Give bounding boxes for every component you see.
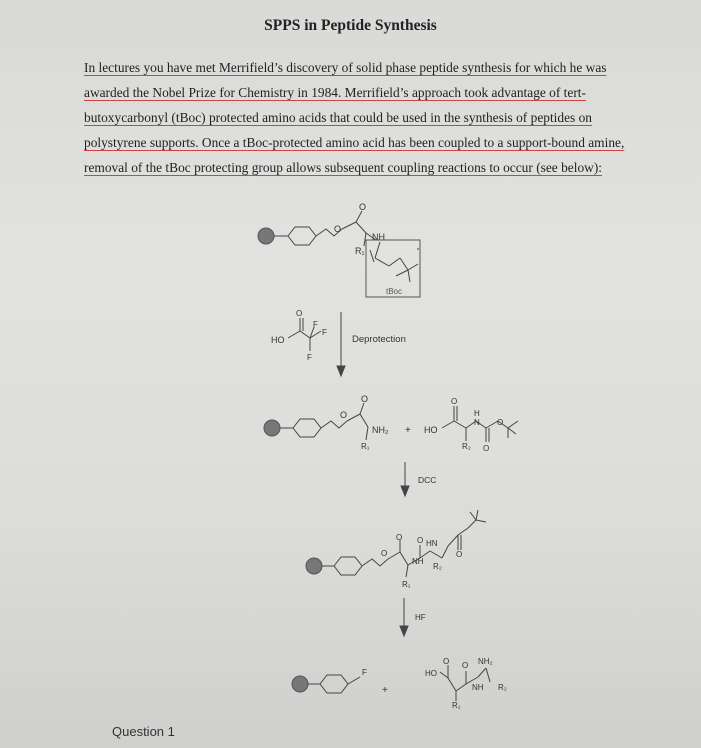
- r2-label: R₂: [433, 562, 442, 571]
- benzene-ring-icon: [334, 557, 362, 575]
- resin-dipeptide-structure: [306, 510, 486, 577]
- boc-amino-acid-structure: [442, 406, 518, 442]
- o-label: O: [451, 397, 458, 406]
- resin-bead-icon: [306, 558, 322, 574]
- o-label: O: [340, 410, 348, 420]
- o-label: O: [381, 549, 388, 558]
- h-label: H: [474, 409, 480, 418]
- o-label: O: [483, 444, 490, 453]
- benzene-ring-icon: [293, 419, 321, 437]
- paragraph-line: butoxycarbonyl (tBoc) protected amino acids that could be used in the synthesis of peptides on: [84, 110, 592, 125]
- o-label: O: [396, 533, 403, 542]
- nh-label: NH: [412, 557, 424, 566]
- o-label: O: [497, 418, 504, 427]
- o-label: O: [456, 550, 463, 559]
- benzene-ring-icon: [288, 227, 316, 245]
- tfa-f-label: F: [322, 328, 327, 337]
- paragraph-line: In lectures you have met Merrifield’s discovery of solid phase peptide synthesis for which he was: [84, 60, 607, 75]
- o-label: O: [462, 661, 469, 670]
- r1-label: R₁: [452, 701, 461, 710]
- dcc-label: DCC: [418, 475, 437, 485]
- tfa-ho-label: HO: [271, 335, 285, 345]
- r1-label: R₁: [355, 246, 365, 256]
- hn-label: HN: [426, 539, 438, 548]
- deprotection-label: Deprotection: [352, 334, 406, 345]
- ho-label: HO: [425, 669, 437, 678]
- o-label: O: [443, 657, 450, 666]
- plus-sign: +: [405, 425, 411, 436]
- nh2-label: NH₂: [478, 657, 493, 666]
- hf-label: HF: [415, 613, 426, 622]
- o-label: O: [359, 202, 367, 212]
- plus-sign: +: [382, 685, 388, 696]
- resin-free-amine-structure: [264, 403, 368, 440]
- document-title: SPPS in Peptide Synthesis: [264, 17, 437, 34]
- o-label: O: [361, 394, 369, 404]
- ho-label: HO: [424, 425, 438, 435]
- paragraph-line: awarded the Nobel Prize for Chemistry in 1984. Merrifield’s approach took advantage of tert-: [84, 85, 586, 100]
- tfa-f-label: F: [313, 320, 318, 329]
- resin-bead-icon: [292, 676, 308, 692]
- resin-bead-icon: [264, 420, 280, 436]
- nh2-label: NH₂: [372, 425, 389, 435]
- o-label: O: [334, 224, 342, 234]
- nh-label: NH: [472, 683, 484, 692]
- r2-label: R₂: [498, 683, 507, 692]
- resin-bead-icon: [258, 228, 274, 244]
- o-label: O: [417, 536, 424, 545]
- r1-label: R₁: [361, 442, 370, 451]
- benzene-ring-icon: [320, 675, 348, 693]
- tfa-o-label: O: [296, 309, 303, 318]
- question-heading: Question 1: [112, 724, 175, 739]
- tboc-label: tBoc: [386, 287, 403, 296]
- n-label: N: [474, 418, 480, 427]
- paragraph-line: polystyrene supports. Once a tBoc-protected amino acid has been coupled to a support-bound amine,: [84, 135, 625, 150]
- r2-label: R₂: [462, 442, 471, 451]
- nh-label: NH: [372, 232, 385, 242]
- f-label: F: [362, 668, 367, 677]
- resin-fluoride-structure: [292, 675, 360, 693]
- paragraph-line: removal of the tBoc protecting group allows subsequent coupling reactions to occur (see below):: [84, 160, 602, 175]
- tfa-f-label: F: [307, 353, 312, 362]
- r1-label: R₁: [402, 580, 411, 589]
